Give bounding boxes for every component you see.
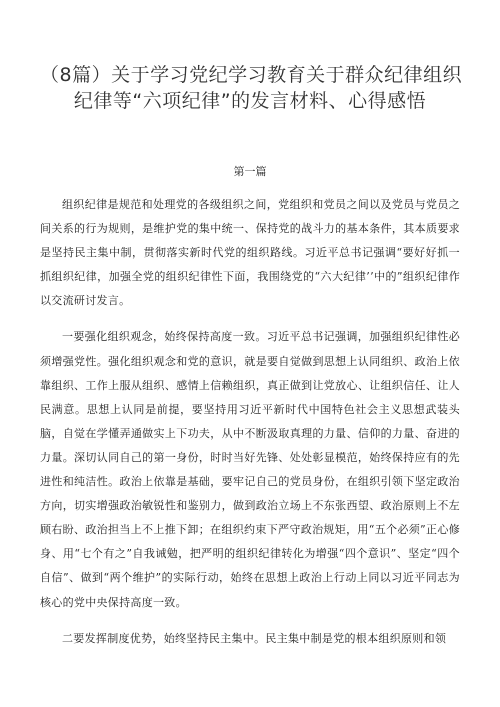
document-title-line-1: （8篇）关于学习党纪学习教育关于群众纪律组织: [40, 64, 463, 86]
paragraph-1: 组织纪律是规范和处理党的各级组织之间，党组织和党员之间以及党员与党员之间关系的行为规则，是维护党的集中统一、保持党的战斗力的基本条件，其本质要求是坚持民主集中制，贯彻落实新时代党的组织路线。习近平总书记强调“要好好抓一抓组织纪律，加强全党的组织纪律性下面，我围绕党的“六大纪律’’中的”组织纪律作以交流研讨发言。: [40, 198, 460, 308]
document-title-line-2: 纪律等“六项纪律”的发言材料、心得感悟: [73, 90, 427, 112]
document-title: [40, 62, 463, 114]
paragraph-3: 二要发挥制度优势，始终坚持民主集中。民主集中制是党的根本组织原则和领: [62, 631, 447, 645]
section-heading: 第一篇: [233, 165, 267, 178]
paragraph-2: 一要强化组织观念，始终保持高度一致。习近平总书记强调，加强组织纪律性必须增强党性。强化组织观念和党的意识，就是要自觉做到思想上认同组织、政治上依靠组织、工作上服从组织、感情上信赖组织，真正做到让党放心、让组织信任、让人民满意。思想上认同是前提，要坚持用习近平新时代中国特色社会主义思想武装头脑，自觉在学懂弄通做实上下功夫，从中不断汲取真理的力量、信仰的力量、奋进的力量。深切认同自己的第一身份，时时当好先锋、处处彰显模范，始终保持应有的先进性和纯洁性。政治上依靠是基础，要牢记自己的党员身份，在组织引领下坚定政治方向，切实增强政治敏锐性和鉴别力，做到政治立场上不东张西望、政治原则上不左顾右盼、政治担当上不上推下卸；在组织约束下严守政治规矩，用“五个必须”正心修身、用“七个有之”自我诫勉，把严明的组织纪律转化为增强“四个意识”、坚定“四个自信”、做到“两个维护”的实际行动，始终在思想上政治上行动上同以习近平同志为核心的党中央保持高度一致。: [40, 330, 460, 609]
